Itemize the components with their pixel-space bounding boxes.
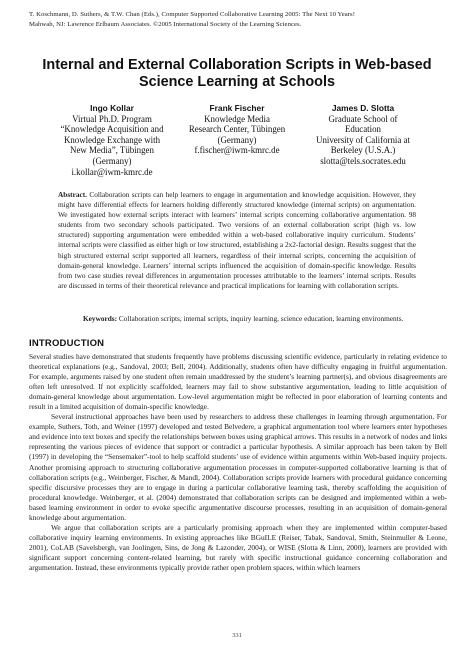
abstract: [58, 190, 416, 291]
paragraph: Several instructional approaches have been used by researchers to address these challenges in learning through argumentation. For example, Suthers, Toth, and Weiner (1997) developed and tested Belvedere, a graphical argumentation tool where learners enter hypotheses and evidence into text boxes and specify the relationships between boxes using graphical arrows. This results in a network of nodes and links representing the various pieces of evidence that support or contradict a particular hypothesis. A similar approach has been taken by Bell (1997) in developing the “Sensemaker”-tool to help scaffold students’ use of evidence within arguments within Web-based inquiry projects. Another promising approach to structuring collaborative argumentation processes in computer-supported collaborative learning is that of collaboration scripts (e.g., Weinberger, Fischer, & Mandl, 2004). Collaboration scripts provide learners with procedural guidance concerning specific discursive processes they are to engage in during a particular collaborative learning task, thereby scaffolding the acquisition of procedural knowledge. Weinberger, et al. (2004) demonstrated that collaboration scripts can be designed and implemented within a web-based learning environment in order to evoke specific argumentative discourse processes, resulting in an acquisition of domain-general knowledge about argumentation.: [29, 412, 447, 522]
citation-line-2: Mahwah, NJ: Lawrence Erlbaum Associates. ©2005 International Society of the Learning Sciences.: [29, 21, 302, 28]
author-email: slotta@tels.socrates.edu: [320, 155, 406, 166]
citation-header: [29, 10, 449, 30]
author-affiliation-line: Berkeley (U.S.A.): [330, 145, 396, 156]
body-text: [29, 352, 447, 573]
author-affiliation-line: “Knowledge Acquisition and: [60, 124, 164, 135]
author-affiliation-line: Knowledge Exchange with: [63, 134, 161, 145]
paragraph: Several studies have demonstrated that students frequently have problems discussing scientific evidence, particularly in relating evidence to theoretical explanations (e.g., Sandoval, 2003; Bell, 2004). Additionally, students often have difficulty engaging in fruitful argumentation. For example, arguments raised by one student often remain unaddressed by the student’s learning partner(s), and obvious disagreements are often left unresolved. If not explicitly scaffolded, learners may fail to show substantive argumentation, leading to little acquisition of domain-general knowledge about argumentation. Low-level argumentation might be reflected in poor elaboration of learning contents and result in a limited acquisition of domain-specific knowledge.: [29, 352, 447, 412]
author-fischer: [171, 103, 303, 156]
author-kollar: [46, 103, 178, 177]
author-affiliation-line: Knowledge Media: [204, 113, 270, 124]
author-affiliation-line: (Germany): [92, 155, 132, 166]
author-affiliation-line: (Germany): [217, 134, 257, 145]
page-number: 331: [232, 632, 242, 639]
author-affiliation-line: Education: [345, 124, 381, 135]
keywords-label: Keywords:: [83, 314, 118, 323]
keywords: [83, 314, 417, 324]
paper-title: Internal and External Collaboration Scripts in Web-based Science Learning at Schools: [42, 57, 432, 90]
author-email: f.fischer@iwm-kmrc.de: [194, 145, 280, 156]
author-slotta: [297, 103, 429, 167]
author-affiliation-line: New Media”, Tübingen: [70, 145, 154, 156]
paragraph: We argue that collaboration scripts are a particularly promising approach when they are implemented within computer-based collaborative inquiry learning environments. In existing approaches like BGuILE (Reiser, Tabak, Sandoval, Smith, Steinmuller & Leone, 2001), CoLAB (Savelsbergh, van Joolingen, Sins, de Jong & Lazonder, 2004), or WISE (Slotta & Linn, 2000), learners are provided with significant support concerning content-related learning, but rarely with specific instructional guidance concerning collaboration and argumentation. Instead, these environments typically provide rather open problem spaces, within which learners: [29, 522, 447, 572]
author-name: Ingo Kollar: [90, 103, 134, 113]
author-affiliation-line: Virtual Ph.D. Program: [72, 113, 152, 124]
author-name: Frank Fischer: [209, 103, 265, 113]
keywords-text: Collaboration scripts, internal scripts, inquiry learning, science education, learning environments.: [117, 314, 404, 323]
citation-line-1: T. Koschmann, D. Suthers, & T.W. Chan (Eds.), Computer Supported Collaborative Learning 2005: The Next 10 Years!: [29, 11, 355, 18]
author-name: James D. Slotta: [331, 103, 395, 113]
abstract-text: Collaboration scripts can help learners to engage in argumentation and knowledge acquisition. However, they might have differential effects for learners holding differently structured knowledge (internal scripts) on argumentation. We investigated how external scripts interact with learners’ internal scripts concerning collaborative argumentation. 98 students from two secondary schools participated. Two versions of an external collaboration script (high vs. low structured) supporting argumentation were embedded within a web-based collaborative inquiry curriculum. Students’ internal scripts were classified as either high or low structured, establishing a 2x2-factorial design. Results suggest that the high structured external script supported all learners, regardless of their internal scripts, concerning the acquisition of domain-general knowledge. Learners’ internal scripts influenced the acquisition of domain-specific knowledge. Results from two case studies reveal differences in argumentation processes attributable to the learners’ internal scripts. Results are discussed in terms of their theoretical relevance and practical implications for learning with collaboration scripts.: [58, 190, 416, 290]
abstract-label: Abstract.: [58, 190, 87, 199]
author-affiliation-line: University of California at: [316, 134, 410, 145]
author-email: i.kollar@iwm-kmrc.de: [71, 166, 153, 177]
author-affiliation-line: Graduate School of: [328, 113, 398, 124]
section-heading: INTRODUCTION: [29, 338, 105, 349]
author-affiliation-line: Research Center, Tübingen: [188, 124, 286, 135]
